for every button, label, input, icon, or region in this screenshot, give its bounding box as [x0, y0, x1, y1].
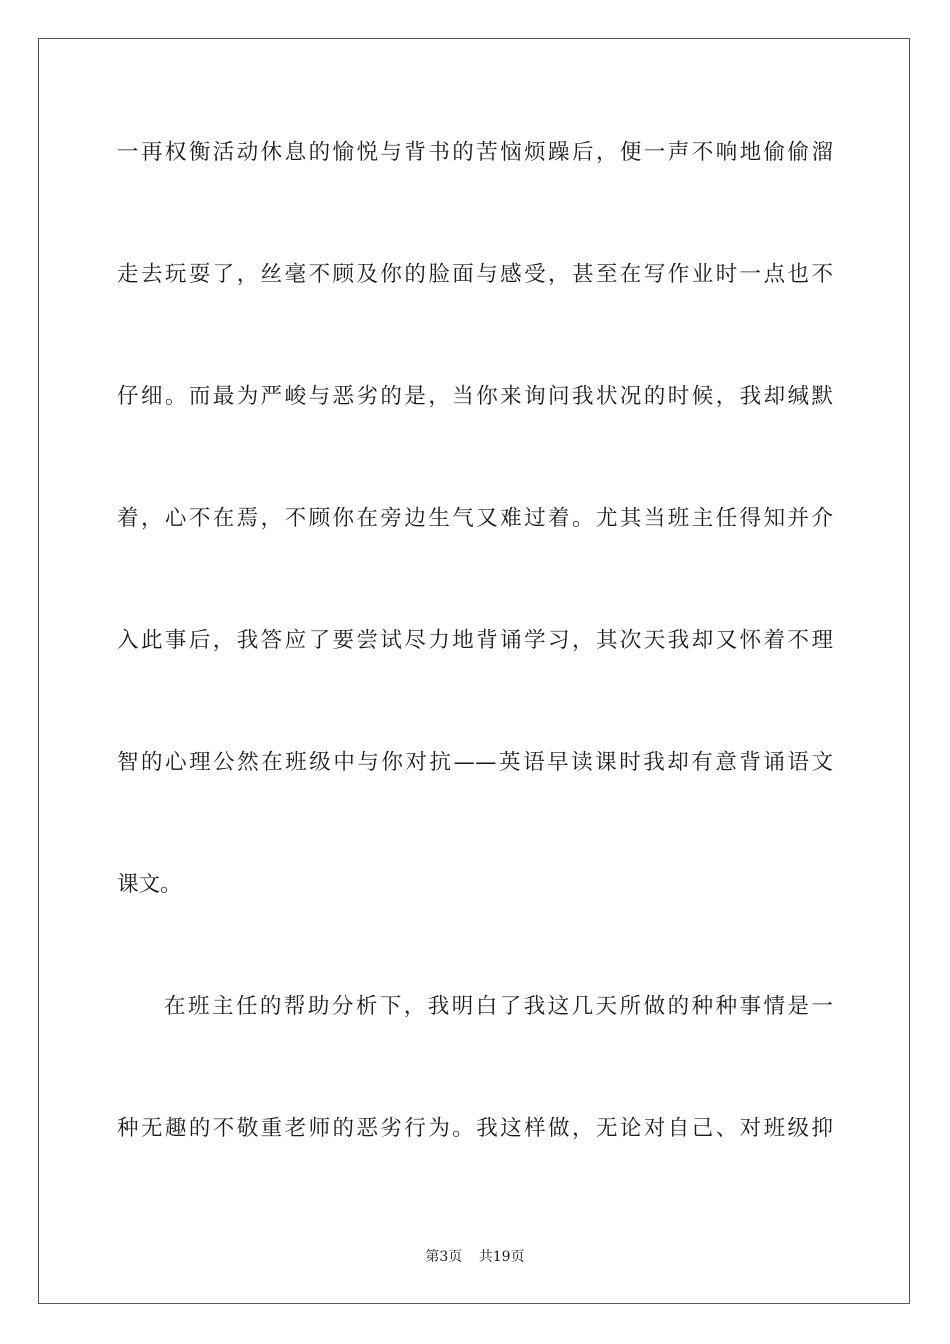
text-line-9: 种无趣的不敬重老师的恶劣行为。我这样做，无论对自己、对班级抑	[117, 1116, 833, 1141]
text-line-8-paragraph-start: 在班主任的帮助分析下，我明白了我这几天所做的种种事情是一	[164, 994, 833, 1019]
text-line-4: 着，心不在焉，不顾你在旁边生气又难过着。尤其当班主任得知并介	[117, 506, 833, 531]
text-line-5: 入此事后，我答应了要尝试尽力地背诵学习，其次天我却又怀着不理	[117, 628, 833, 653]
text-line-1: 一再权衡活动休息的愉悦与背书的苦恼烦躁后，便一声不响地偷偷溜	[117, 140, 833, 165]
total-pages: 共19页	[478, 1249, 525, 1265]
page-number: 第3页	[425, 1249, 463, 1265]
page-footer	[0, 1246, 950, 1266]
text-line-2: 走去玩耍了，丝毫不顾及你的脸面与感受，甚至在写作业时一点也不	[117, 262, 833, 287]
text-line-7: 课文。	[117, 872, 182, 897]
text-line-3: 仔细。而最为严峻与恶劣的是，当你来询问我状况的时候，我却缄默	[117, 384, 833, 409]
text-line-6: 智的心理公然在班级中与你对抗——英语早读课时我却有意背诵语文	[117, 750, 833, 775]
